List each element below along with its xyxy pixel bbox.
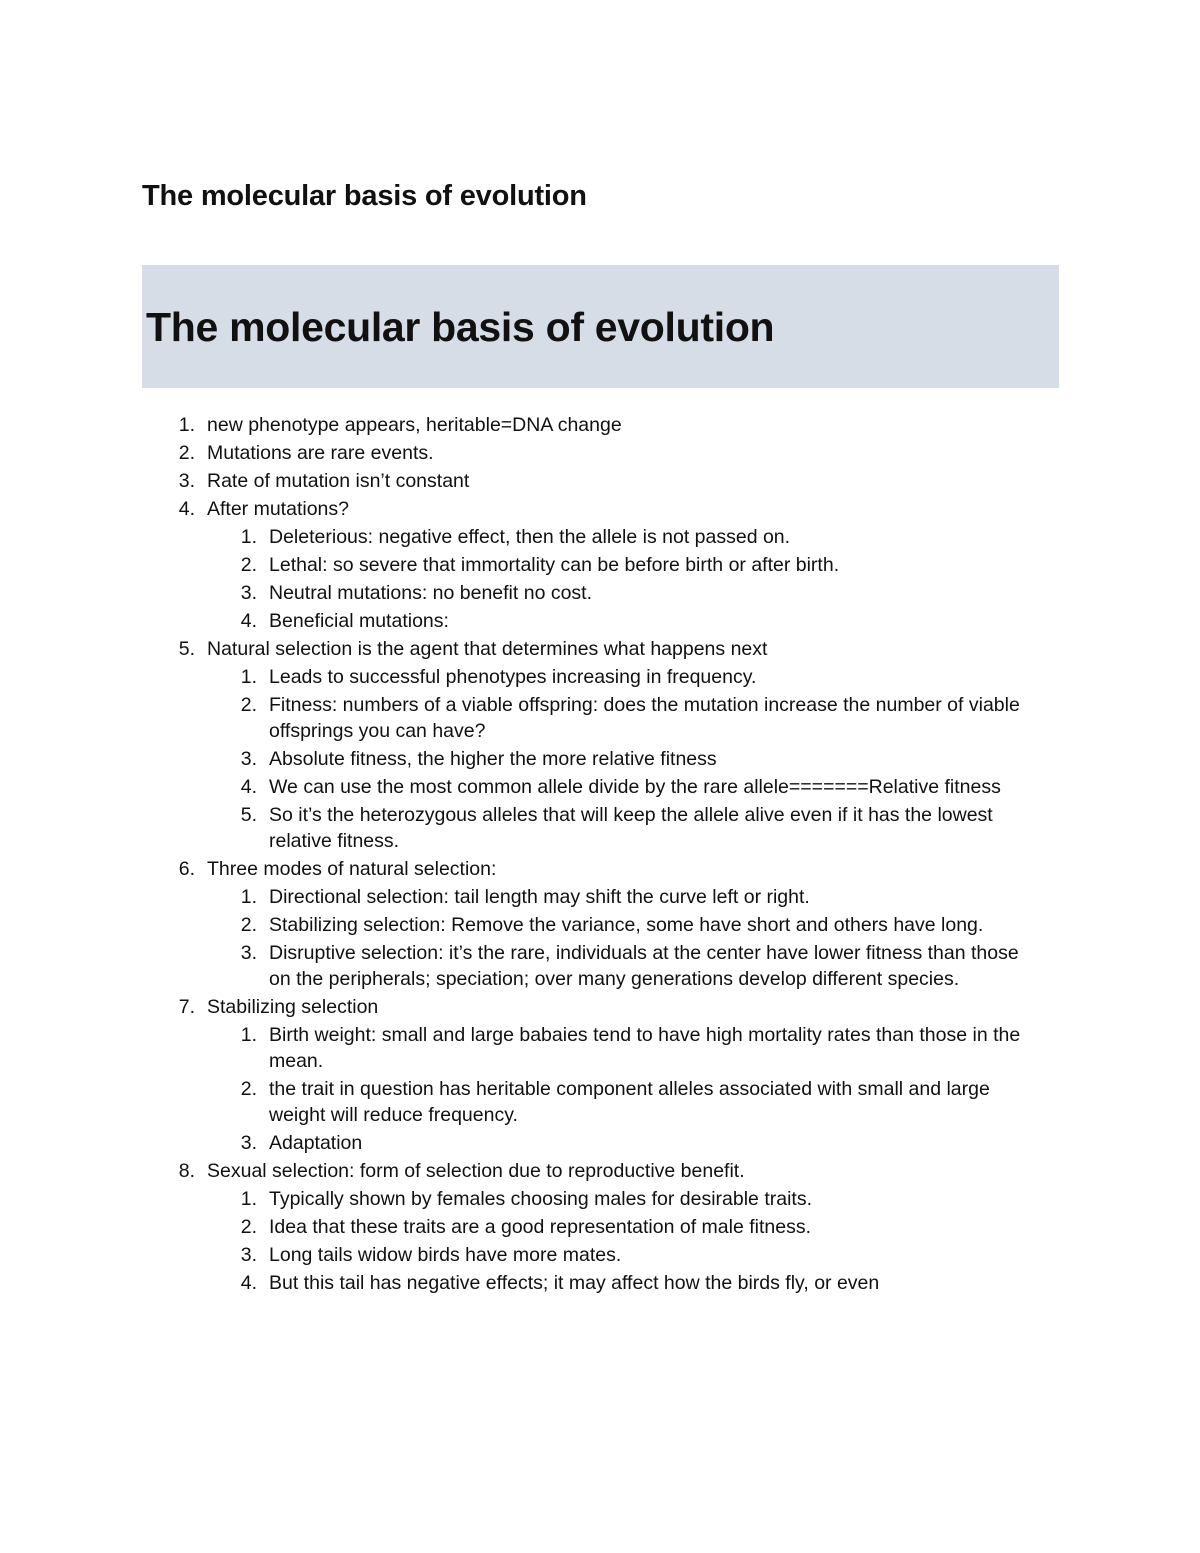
sub-list-item [207, 774, 1042, 800]
heading-banner [142, 265, 1059, 388]
sub-list-item [207, 580, 1042, 606]
sub-list-item-text: Directional selection: tail length may shift the curve left or right. [269, 886, 810, 908]
sub-list-item [207, 1022, 1042, 1074]
list-item-number: 5. [178, 638, 195, 660]
sub-list-item-number: 1. [240, 1188, 257, 1210]
list-item-text: Sexual selection: form of selection due to reproductive benefit. [207, 1160, 745, 1182]
sub-list-item-text: But this tail has negative effects; it may affect how the birds fly, or even [269, 1272, 880, 1294]
sub-list-item-number: 3. [240, 748, 257, 770]
sub-list-item-text: Lethal: so severe that immortality can be before birth or after birth. [269, 554, 840, 576]
list-item-number: 4. [178, 498, 195, 520]
sub-list-item-text: We can use the most common allele divide by the rare allele=======Relative fitness [269, 776, 1001, 798]
list-item-number: 2. [178, 442, 195, 464]
list-item-text: Rate of mutation isn’t constant [207, 470, 470, 492]
sub-list-item-number: 2. [240, 1216, 257, 1238]
sub-list-item-number: 3. [240, 582, 257, 604]
sub-list-item-number: 3. [240, 1132, 257, 1154]
sub-list-item-number: 3. [240, 942, 257, 964]
sub-list-item-number: 2. [240, 1078, 257, 1100]
sub-list-item-number: 3. [240, 1244, 257, 1266]
sub-list-item [207, 608, 1042, 634]
sub-list-item-number: 1. [240, 886, 257, 908]
sub-list [207, 524, 1042, 634]
list-item [142, 496, 1042, 634]
list-item-number: 7. [178, 996, 195, 1018]
sub-list-item [207, 1076, 1042, 1128]
list-item-text: Stabilizing selection [207, 996, 379, 1018]
list-item-number: 3. [178, 470, 195, 492]
banner-heading: The molecular basis of evolution [146, 304, 775, 350]
sub-list-item [207, 1130, 1042, 1156]
sub-list-item-number: 1. [240, 526, 257, 548]
list-item-text: new phenotype appears, heritable=DNA change [207, 414, 622, 436]
sub-list-item-number: 4. [240, 776, 257, 798]
sub-list-item-text: Long tails widow birds have more mates. [269, 1244, 622, 1266]
sub-list-item-number: 2. [240, 914, 257, 936]
sub-list-item [207, 802, 1042, 854]
list-item [142, 636, 1042, 854]
list-item-number: 1. [178, 414, 195, 436]
sub-list-item-text: Absolute fitness, the higher the more relative fitness [269, 748, 717, 770]
sub-list-item [207, 884, 1042, 910]
sub-list-item-text: Fitness: numbers of a viable offspring: does the mutation increase the number of viable offsprings you can have? [269, 694, 1020, 742]
sub-list-item-number: 4. [240, 610, 257, 632]
sub-list-item-text: Leads to successful phenotypes increasing in frequency. [269, 666, 757, 688]
sub-list-item [207, 746, 1042, 772]
sub-list [207, 1022, 1042, 1156]
numbered-list [142, 412, 1042, 1296]
list-item-number: 6. [178, 858, 195, 880]
list-item [142, 856, 1042, 992]
sub-list-item-number: 4. [240, 1272, 257, 1294]
sub-list [207, 1186, 1042, 1296]
sub-list-item-number: 1. [240, 1024, 257, 1046]
sub-list-item [207, 664, 1042, 690]
sub-list [207, 884, 1042, 992]
sub-list-item-text: the trait in question has heritable component alleles associated with small and large weight will reduce frequency. [269, 1078, 990, 1126]
list-item [142, 994, 1042, 1156]
sub-list-item [207, 1186, 1042, 1212]
sub-list-item-number: 2. [240, 694, 257, 716]
sub-list-item [207, 1214, 1042, 1240]
list-item-number: 8. [178, 1160, 195, 1182]
list-item [142, 440, 1042, 466]
sub-list-item-text: Beneficial mutations: [269, 610, 449, 632]
sub-list-item [207, 552, 1042, 578]
sub-list [207, 664, 1042, 854]
sub-list-item [207, 524, 1042, 550]
list-item [142, 412, 1042, 438]
list-item [142, 1158, 1042, 1296]
sub-list-item-number: 5. [240, 804, 257, 826]
sub-list-item-text: Adaptation [269, 1132, 363, 1154]
sub-list-item [207, 1242, 1042, 1268]
sub-list-item-text: Stabilizing selection: Remove the variance, some have short and others have long. [269, 914, 984, 936]
sub-list-item-text: Birth weight: small and large babaies tend to have high mortality rates than those in the mean. [269, 1024, 1021, 1072]
sub-list-item [207, 940, 1042, 992]
list-item-text: Three modes of natural selection: [207, 858, 497, 880]
sub-list-item [207, 912, 1042, 938]
list-item-text: Mutations are rare events. [207, 442, 434, 464]
sub-list-item [207, 1270, 1042, 1296]
sub-list-item-text: Neutral mutations: no benefit no cost. [269, 582, 593, 604]
sub-list-item-text: Typically shown by females choosing males for desirable traits. [269, 1188, 812, 1210]
sub-list-item-number: 1. [240, 666, 257, 688]
page-title: The molecular basis of evolution [142, 180, 587, 212]
list-item-text: After mutations? [207, 498, 349, 520]
document-body [142, 412, 1042, 1298]
sub-list-item-text: So it’s the heterozygous alleles that will keep the allele alive even if it has the lowest relative fitness. [269, 804, 993, 852]
sub-list-item-text: Disruptive selection: it’s the rare, individuals at the center have lower fitness than those on the peripherals; speciation; over many generations develop different species. [269, 942, 1019, 990]
list-item-text: Natural selection is the agent that determines what happens next [207, 638, 768, 660]
sub-list-item [207, 692, 1042, 744]
list-item [142, 468, 1042, 494]
sub-list-item-text: Deleterious: negative effect, then the allele is not passed on. [269, 526, 791, 548]
sub-list-item-number: 2. [240, 554, 257, 576]
sub-list-item-text: Idea that these traits are a good representation of male fitness. [269, 1216, 811, 1238]
